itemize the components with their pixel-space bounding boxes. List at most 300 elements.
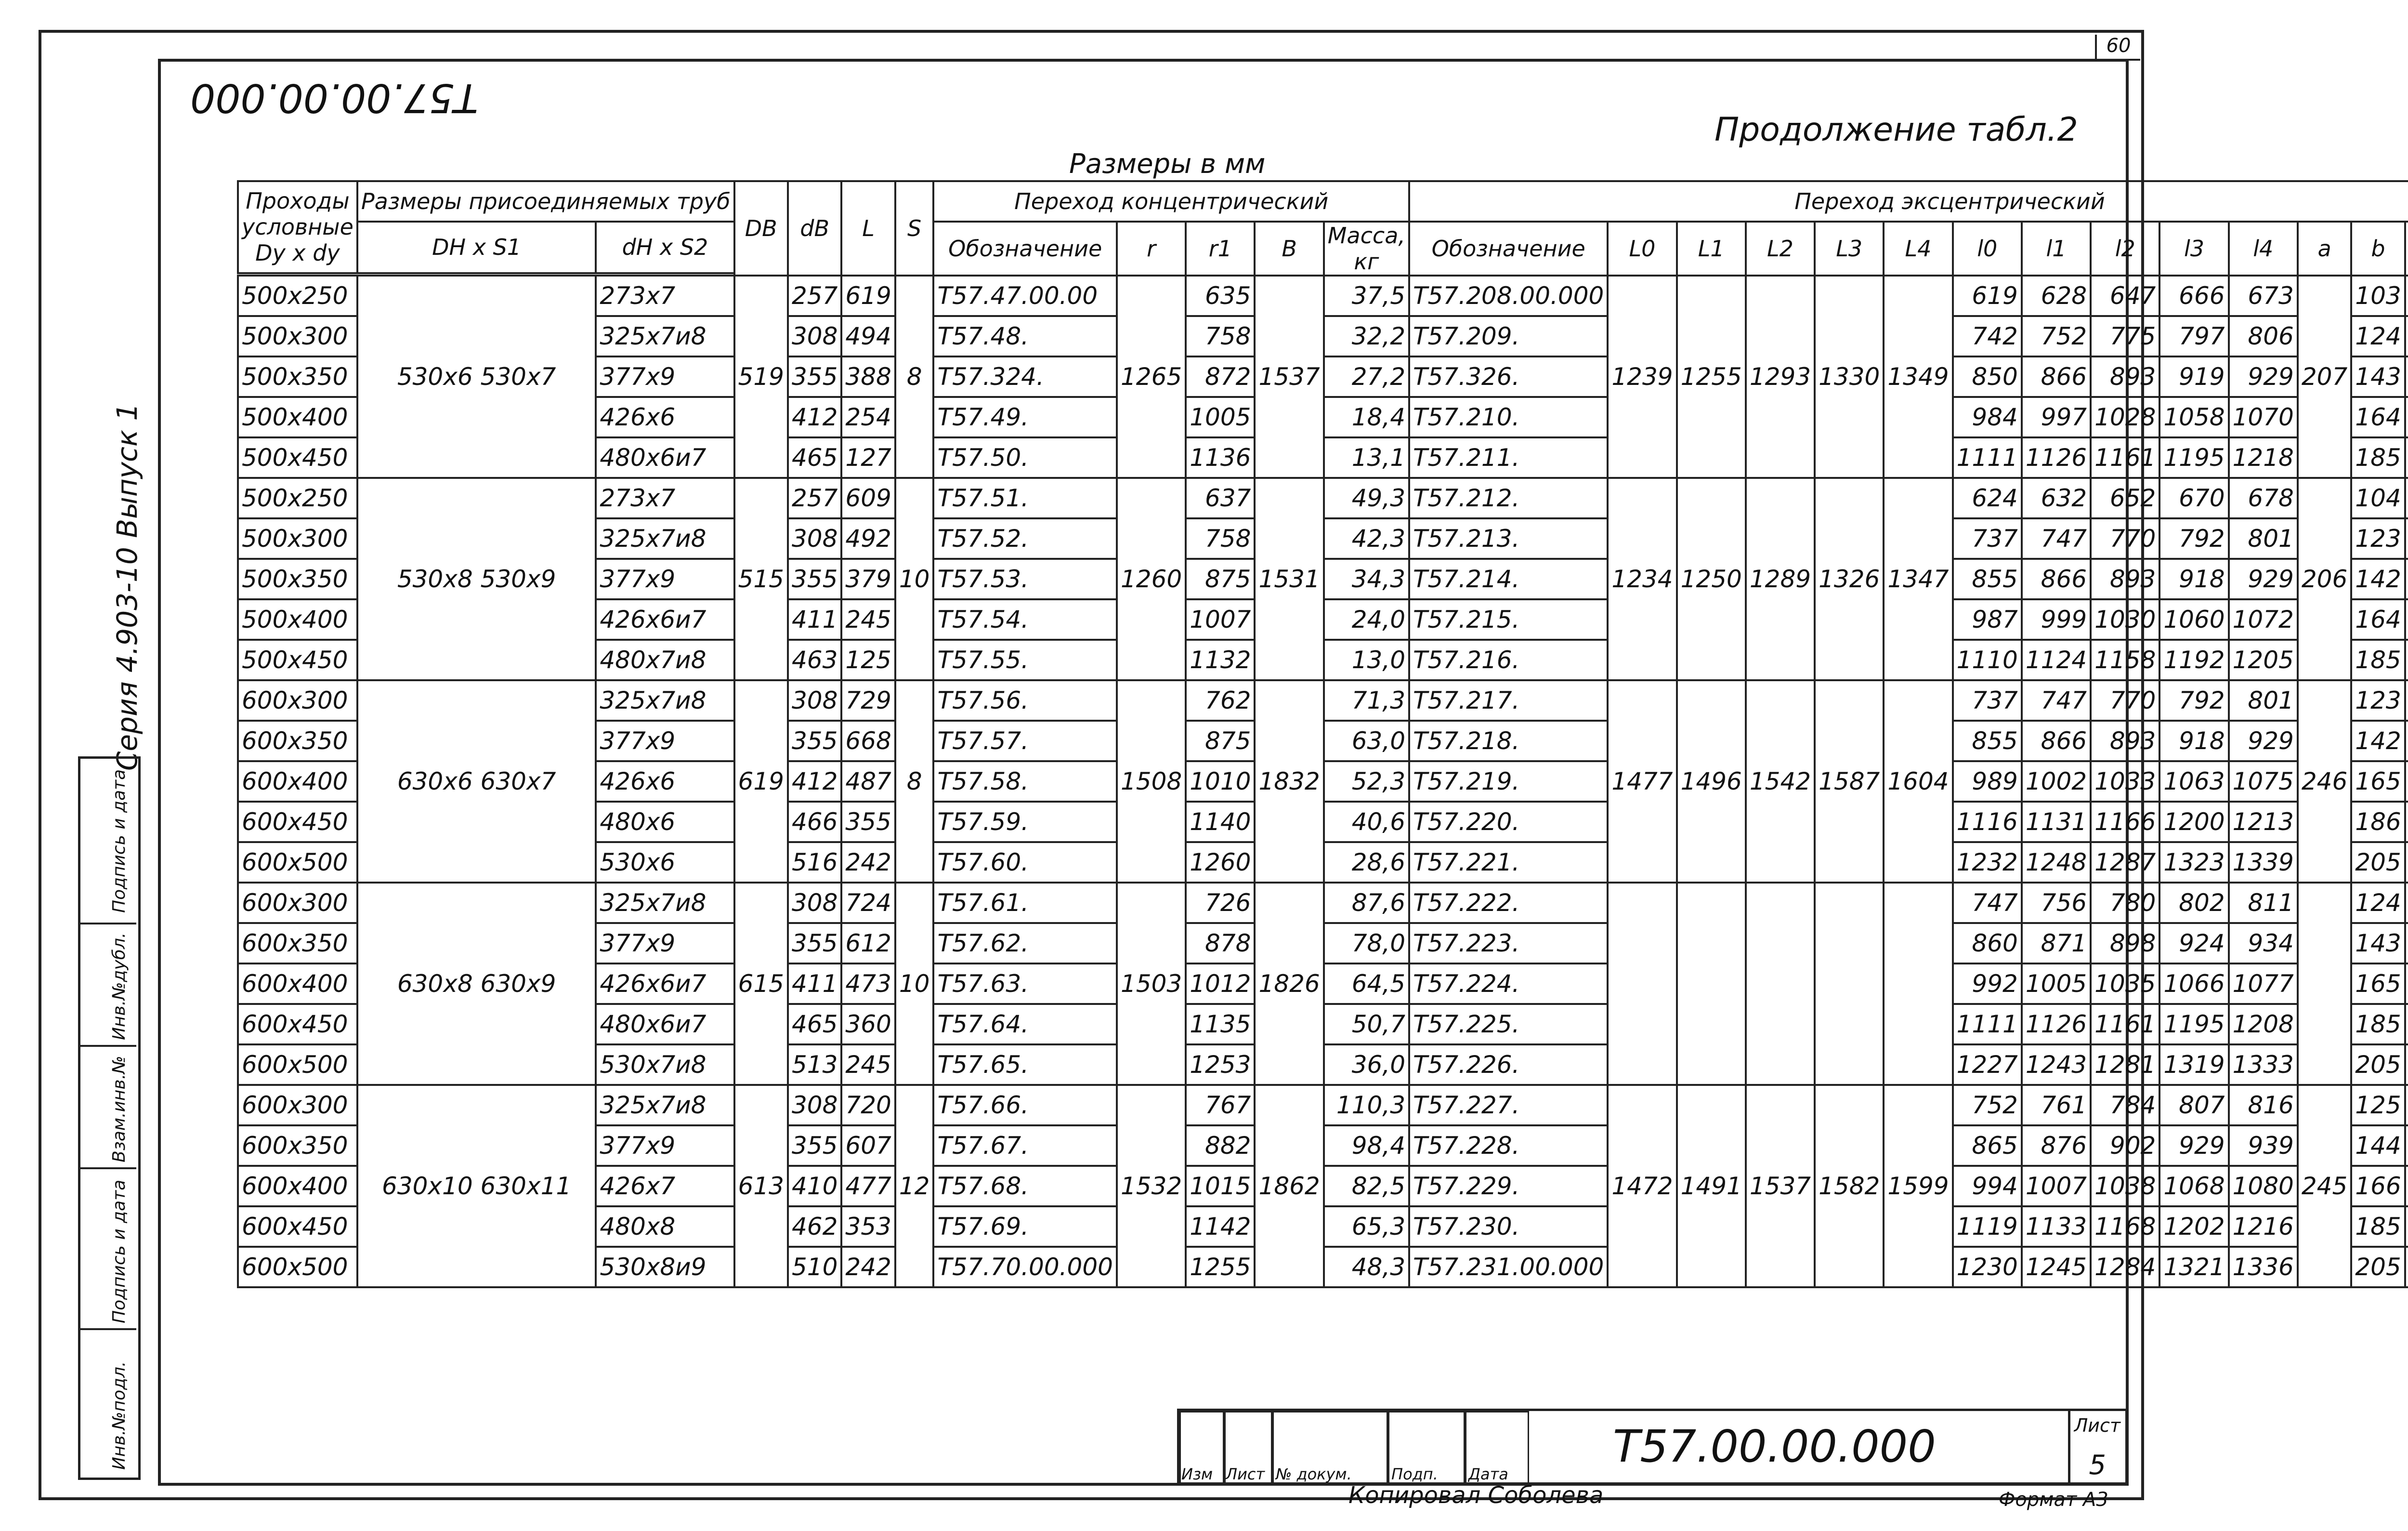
table-cell: 87,6 (1324, 883, 1409, 923)
table-cell: 619 (841, 276, 895, 316)
table-cell: 1234 (1608, 478, 1676, 680)
sheet-label: Лист (2074, 1415, 2120, 1436)
table-cell: 1472 (1608, 1085, 1676, 1287)
table-cell: 10 (895, 883, 934, 1085)
table-cell (2405, 1004, 2408, 1044)
table-cell: 325x7и8 (596, 883, 734, 923)
table-cell: 742 (1953, 316, 2022, 356)
table-cell: 630x10 630x11 (357, 1085, 596, 1287)
table-cell (1884, 883, 1952, 1085)
table-cell: T57.219. (1409, 761, 1608, 802)
table-cell: 1265 (1117, 276, 1186, 478)
table-cell (2405, 437, 2408, 478)
side-cell (80, 1330, 136, 1475)
table-cell: 530x8и9 (596, 1247, 734, 1287)
table-cell: 110,3 (1324, 1085, 1409, 1125)
table-cell: 104 (2351, 478, 2405, 518)
table-cell: T57.62. (933, 923, 1117, 963)
table-cell: 1255 (1677, 276, 1746, 478)
table-row (238, 1085, 2408, 1125)
table-cell: 902 (2091, 1125, 2159, 1166)
table-cell: 1192 (2159, 640, 2228, 680)
table-cell: 463 (788, 640, 841, 680)
col-B: B (1255, 222, 1323, 276)
table-row (238, 680, 2408, 721)
col-L: L (841, 181, 895, 276)
table-cell: T57.69. (933, 1206, 1117, 1247)
table-cell: 1140 (1186, 802, 1255, 842)
table-cell (2405, 316, 2408, 356)
table-cell (1815, 883, 1884, 1085)
side-label: Подпись и дата (109, 1179, 129, 1323)
table-cell: 1063 (2159, 761, 2228, 802)
table-cell: T57.56. (933, 680, 1117, 721)
table-cell: 1248 (2022, 842, 2091, 883)
table-cell: 724 (841, 883, 895, 923)
table-cell: 1255 (1186, 1247, 1255, 1287)
table-cell: 747 (1953, 883, 2022, 923)
table-cell: 355 (788, 559, 841, 599)
table-cell: 71,3 (1324, 680, 1409, 721)
table-cell (2405, 478, 2408, 518)
table-cell: 1072 (2229, 599, 2298, 640)
top-stamp: T57.00.00.000 (158, 59, 508, 134)
table-cell: T57.64. (933, 1004, 1117, 1044)
table-cell (2405, 518, 2408, 559)
table-cell: 426x6 (596, 397, 734, 437)
table-cell: 1826 (1255, 883, 1323, 1085)
table-cell: 770 (2091, 518, 2159, 559)
table-cell: 784 (2091, 1085, 2159, 1125)
table-cell: 377x9 (596, 721, 734, 761)
table-cell: 144 (2351, 1125, 2405, 1166)
side-label: Инв.№дубл. (109, 932, 129, 1040)
tb-label-list: Лист (1226, 1465, 1265, 1483)
table-cell: 860 (1953, 923, 2022, 963)
table-cell: 40,6 (1324, 802, 1409, 842)
side-cell (80, 924, 136, 1047)
table-cell: T57.54. (933, 599, 1117, 640)
table-cell: T57.47.00.00 (933, 276, 1117, 316)
table-cell: 792 (2159, 680, 2228, 721)
table-cell: T57.68. (933, 1166, 1117, 1206)
table-cell: 1007 (2022, 1166, 2091, 1206)
table-cell: 1326 (1815, 478, 1884, 680)
table-cell: 377x9 (596, 1125, 734, 1166)
table-cell: T57.227. (1409, 1085, 1608, 1125)
table-cell: 752 (1953, 1085, 2022, 1125)
table-cell: 308 (788, 518, 841, 559)
table-cell: 871 (2022, 923, 2091, 963)
table-cell: 245 (2298, 1085, 2351, 1287)
table-cell: T57.220. (1409, 802, 1608, 842)
table-cell: 103 (2351, 276, 2405, 316)
table-cell: 924 (2159, 923, 2228, 963)
table-cell: 205 (2351, 1044, 2405, 1085)
table-cell: 166 (2351, 1166, 2405, 1206)
table-cell: 1070 (2229, 397, 2298, 437)
table-cell: 929 (2229, 356, 2298, 397)
table-cell: 500x450 (238, 437, 357, 478)
table-cell: 1604 (1884, 680, 1952, 883)
table-cell (2405, 680, 2408, 721)
table-cell (2405, 963, 2408, 1004)
table-cell: 379 (841, 559, 895, 599)
table-cell: 143 (2351, 356, 2405, 397)
table-cell: 254 (841, 397, 895, 437)
table-cell: T57.209. (1409, 316, 1608, 356)
paper-format: Формат А3 (1999, 1489, 2108, 1511)
table-cell: T57.57. (933, 721, 1117, 761)
table-cell: 919 (2159, 356, 2228, 397)
side-label: Взам.инв.№ (109, 1056, 129, 1162)
table-cell (2405, 1085, 2408, 1125)
table-cell: 1202 (2159, 1206, 2228, 1247)
table-cell: 802 (2159, 883, 2228, 923)
col-b: b (2351, 222, 2405, 276)
table-cell: T57.212. (1409, 478, 1608, 518)
table-cell: 355 (841, 802, 895, 842)
table-cell: 18,4 (1324, 397, 1409, 437)
col-a: a (2298, 222, 2351, 276)
table-cell: 758 (1186, 518, 1255, 559)
table-cell: 1035 (2091, 963, 2159, 1004)
table-cell: 245 (841, 1044, 895, 1085)
table-cell (2405, 276, 2408, 316)
table-cell: 600x300 (238, 1085, 357, 1125)
table-cell: 1038 (2091, 1166, 2159, 1206)
table-cell: 500x300 (238, 316, 357, 356)
table-cell: 632 (2022, 478, 2091, 518)
table-cell: 1284 (2091, 1247, 2159, 1287)
table-cell: 1321 (2159, 1247, 2228, 1287)
table-cell (2405, 1247, 2408, 1287)
spec-table (237, 180, 2408, 1288)
table-cell: 325x7и8 (596, 316, 734, 356)
table-cell: 997 (2022, 397, 2091, 437)
table-cell: T57.218. (1409, 721, 1608, 761)
table-cell: 1862 (1255, 1085, 1323, 1287)
table-cell: 480x6и7 (596, 1004, 734, 1044)
col-designation: Обозначение (933, 222, 1117, 276)
table-cell: T57.324. (933, 356, 1117, 397)
table-cell: 1496 (1677, 680, 1746, 883)
table-cell: 600x450 (238, 1004, 357, 1044)
table-cell: 1077 (2229, 963, 2298, 1004)
table-cell: 756 (2022, 883, 2091, 923)
table-cell: 619 (734, 680, 788, 883)
table-cell: T57.221. (1409, 842, 1608, 883)
tb-label-date: Дата (1468, 1465, 1508, 1483)
table-cell: 185 (2351, 1206, 2405, 1247)
table-cell: 1245 (2022, 1247, 2091, 1287)
table-cell: 1161 (2091, 1004, 2159, 1044)
table-cell: 480x7и8 (596, 640, 734, 680)
table-cell: 1205 (2229, 640, 2298, 680)
table-cell: 600x350 (238, 1125, 357, 1166)
table-cell: 607 (841, 1125, 895, 1166)
tb-label-sign: Подп. (1391, 1465, 1438, 1483)
table-cell: 600x350 (238, 923, 357, 963)
table-cell: 875 (1186, 559, 1255, 599)
table-cell: 855 (1953, 559, 2022, 599)
table-cell: 516 (788, 842, 841, 883)
table-cell: 652 (2091, 478, 2159, 518)
table-cell: 1060 (2159, 599, 2228, 640)
table-cell: 1195 (2159, 1004, 2228, 1044)
table-cell: 185 (2351, 640, 2405, 680)
table-cell: 666 (2159, 276, 2228, 316)
table-cell: 492 (841, 518, 895, 559)
col-l0: l0 (1953, 222, 2022, 276)
table-cell: 720 (841, 1085, 895, 1125)
table-cell: 635 (1186, 276, 1255, 316)
table-cell: 142 (2351, 559, 2405, 599)
table-cell: 811 (2229, 883, 2298, 923)
col-pipe-sizes: Размеры присоединяемых труб (357, 181, 734, 222)
table-cell: 466 (788, 802, 841, 842)
table-cell (2405, 356, 2408, 397)
table-cell: 1033 (2091, 761, 2159, 802)
table-cell: 1010 (1186, 761, 1255, 802)
side-cell (80, 1047, 136, 1169)
table-cell: 530x6 (596, 842, 734, 883)
table-cell: 465 (788, 1004, 841, 1044)
table-cell: 875 (1186, 721, 1255, 761)
table-cell (2405, 842, 2408, 883)
table-cell: 1542 (1746, 680, 1815, 883)
table-cell: 1136 (1186, 437, 1255, 478)
table-cell: 737 (1953, 518, 2022, 559)
table-cell: 1126 (2022, 437, 2091, 478)
table-cell: 1260 (1117, 478, 1186, 680)
table-cell: 1532 (1117, 1085, 1186, 1287)
table-cell: 125 (2351, 1085, 2405, 1125)
table-row (238, 883, 2408, 923)
table-cell: 630x8 630x9 (357, 883, 596, 1085)
table-cell: 473 (841, 963, 895, 1004)
table-cell: 934 (2229, 923, 2298, 963)
table-cell: 1030 (2091, 599, 2159, 640)
table-cell: 1111 (1953, 437, 2022, 478)
table-cell: 1111 (1953, 1004, 2022, 1044)
table-cell: 984 (1953, 397, 2022, 437)
table-cell: 600x500 (238, 1044, 357, 1085)
table-cell: 1323 (2159, 842, 2228, 883)
sizes-note: Размеры в мм (1069, 148, 1266, 180)
table-cell: 600x500 (238, 842, 357, 883)
top-sheet-number: 60 (2095, 35, 2140, 61)
table-cell (1677, 883, 1746, 1085)
table-cell: T57.63. (933, 963, 1117, 1004)
table-cell: 63,0 (1324, 721, 1409, 761)
table-cell: 600x300 (238, 680, 357, 721)
table-cell: 500x300 (238, 518, 357, 559)
table-cell: 1080 (2229, 1166, 2298, 1206)
table-cell: 630x6 630x7 (357, 680, 596, 883)
sheet-number: 5 (2089, 1450, 2106, 1481)
table-cell: 628 (2022, 276, 2091, 316)
table-cell: 801 (2229, 518, 2298, 559)
table-cell: 500x450 (238, 640, 357, 680)
side-cell (80, 759, 136, 924)
table-cell: 1281 (2091, 1044, 2159, 1085)
table-cell: 929 (2159, 1125, 2228, 1166)
table-cell: 1239 (1608, 276, 1676, 478)
table-cell: T57.228. (1409, 1125, 1608, 1166)
table-cell: 426x6и7 (596, 963, 734, 1004)
table-cell: 1135 (1186, 1004, 1255, 1044)
col-DB: DB (734, 181, 788, 276)
table-cell: 124 (2351, 316, 2405, 356)
table-cell: 123 (2351, 518, 2405, 559)
table-cell: 600x300 (238, 883, 357, 923)
table-cell: 257 (788, 276, 841, 316)
table-cell: 142 (2351, 721, 2405, 761)
table-cell: 185 (2351, 437, 2405, 478)
table-cell: 807 (2159, 1085, 2228, 1125)
col-ecc-mass (2405, 222, 2408, 276)
col-dB: dB (788, 181, 841, 276)
table-cell (2405, 1206, 2408, 1247)
table-cell: 165 (2351, 761, 2405, 802)
table-cell: 1168 (2091, 1206, 2159, 1247)
table-cell: 1005 (2022, 963, 2091, 1004)
side-cell (80, 1169, 136, 1330)
table-cell: 165 (2351, 963, 2405, 1004)
table-cell: 1200 (2159, 802, 2228, 842)
table-cell: 1075 (2229, 761, 2298, 802)
table-cell: 477 (841, 1166, 895, 1206)
table-cell (2405, 1044, 2408, 1085)
table-cell: 245 (841, 599, 895, 640)
table-cell: 98,4 (1324, 1125, 1409, 1166)
table-cell: 500x350 (238, 356, 357, 397)
side-label: Инв.№подл. (109, 1361, 129, 1470)
table-cell: T57.230. (1409, 1206, 1608, 1247)
table-cell (2298, 883, 2351, 1085)
table-cell: 747 (2022, 518, 2091, 559)
table-cell: 42,3 (1324, 518, 1409, 559)
table-cell: 412 (788, 397, 841, 437)
table-cell: 600x400 (238, 963, 357, 1004)
table-cell: 678 (2229, 478, 2298, 518)
table-cell: T57.216. (1409, 640, 1608, 680)
table-cell: 850 (1953, 356, 2022, 397)
table-cell: 758 (1186, 316, 1255, 356)
table-cell: 1832 (1255, 680, 1323, 883)
table-cell: T57.49. (933, 397, 1117, 437)
table-cell: 1582 (1815, 1085, 1884, 1287)
table-cell: 355 (788, 721, 841, 761)
table-cell: T57.229. (1409, 1166, 1608, 1206)
table-cell: 412 (788, 761, 841, 802)
table-cell: 1230 (1953, 1247, 2022, 1287)
table-cell: 992 (1953, 963, 2022, 1004)
table-cell: 613 (734, 1085, 788, 1287)
table-cell: 355 (788, 356, 841, 397)
table-cell: 1336 (2229, 1247, 2298, 1287)
table-cell: 411 (788, 599, 841, 640)
table-cell: 1007 (1186, 599, 1255, 640)
table-cell: 308 (788, 680, 841, 721)
table-cell: 999 (2022, 599, 2091, 640)
table-cell: 355 (788, 923, 841, 963)
table-cell: 78,0 (1324, 923, 1409, 963)
table-cell: 1531 (1255, 478, 1323, 680)
table-row (238, 478, 2408, 518)
tb-label-doc: № докум. (1276, 1465, 1352, 1483)
table-cell: 325x7и8 (596, 680, 734, 721)
table-cell (2405, 1125, 2408, 1166)
table-cell: 377x9 (596, 559, 734, 599)
table-cell: 1330 (1815, 276, 1884, 478)
table-cell: 34,3 (1324, 559, 1409, 599)
table-cell: 1133 (2022, 1206, 2091, 1247)
table-cell: 726 (1186, 883, 1255, 923)
table-cell: 530x7и8 (596, 1044, 734, 1085)
document-code: T57.00.00.000 (1613, 1421, 1936, 1472)
table-cell: T57.226. (1409, 1044, 1608, 1085)
table-cell: 898 (2091, 923, 2159, 963)
table-cell: T57.217. (1409, 680, 1608, 721)
table-cell: 600x400 (238, 761, 357, 802)
col-L4: L4 (1884, 222, 1952, 276)
table-cell: T57.48. (933, 316, 1117, 356)
table-cell: 816 (2229, 1085, 2298, 1125)
table-cell: 929 (2229, 721, 2298, 761)
table-cell: 989 (1953, 761, 2022, 802)
col-l4: l4 (2229, 222, 2298, 276)
table-cell: 1491 (1677, 1085, 1746, 1287)
table-cell: T57.61. (933, 883, 1117, 923)
table-cell: T57.70.00.000 (933, 1247, 1117, 1287)
table-cell: 500x250 (238, 478, 357, 518)
table-cell: 388 (841, 356, 895, 397)
table-cell: 866 (2022, 356, 2091, 397)
table-cell: 480x6и7 (596, 437, 734, 478)
copied-by: Копировал Соболева (1348, 1482, 1604, 1509)
table-cell (2405, 599, 2408, 640)
table-cell: 801 (2229, 680, 2298, 721)
col-dH-S2: dH x S2 (596, 222, 734, 273)
title-block (1177, 1409, 2128, 1485)
table-cell: 164 (2351, 397, 2405, 437)
table-cell: 500x250 (238, 276, 357, 316)
table-cell: 205 (2351, 1247, 2405, 1287)
table-cell: T57.223. (1409, 923, 1608, 963)
table-cell: 519 (734, 276, 788, 478)
table-cell: 747 (2022, 680, 2091, 721)
table-cell: T57.208.00.000 (1409, 276, 1608, 316)
table-cell: 65,3 (1324, 1206, 1409, 1247)
table-cell: 624 (1953, 478, 2022, 518)
table-cell: 1333 (2229, 1044, 2298, 1085)
table-cell: T57.58. (933, 761, 1117, 802)
col-S: S (895, 181, 934, 276)
table-cell: 609 (841, 478, 895, 518)
col-r1: r1 (1186, 222, 1255, 276)
table-cell: 1015 (1186, 1166, 1255, 1206)
table-cell: 273x7 (596, 276, 734, 316)
table-cell: 670 (2159, 478, 2228, 518)
table-cell: 24,0 (1324, 599, 1409, 640)
table-cell: 186 (2351, 802, 2405, 842)
table-cell: 8 (895, 276, 934, 478)
table-cell: 207 (2298, 276, 2351, 478)
table-cell: 647 (2091, 276, 2159, 316)
col-L0: L0 (1608, 222, 1676, 276)
